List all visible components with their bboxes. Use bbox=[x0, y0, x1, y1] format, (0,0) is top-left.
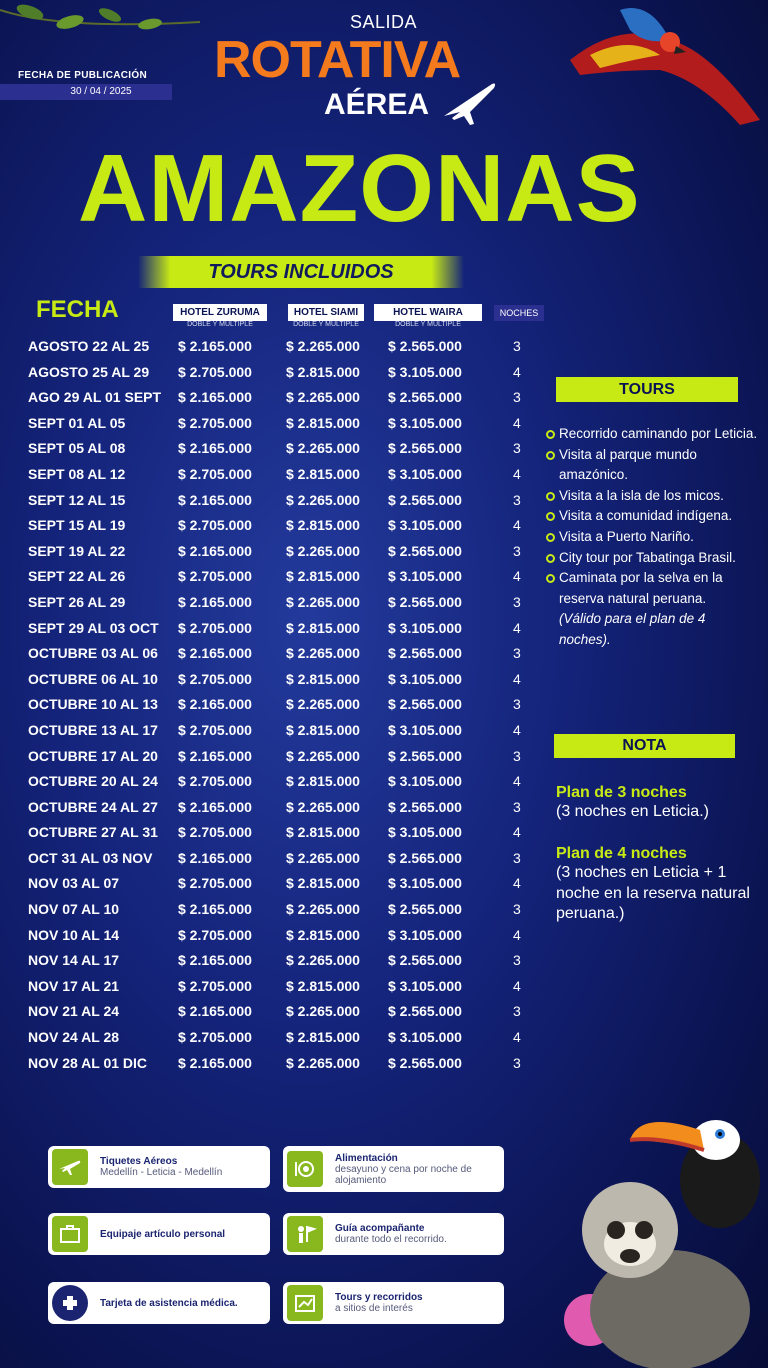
row-date: SEPT 22 AL 26 bbox=[28, 568, 126, 585]
price-zuruma: $ 2.165.000 bbox=[178, 645, 252, 662]
luggage-icon bbox=[52, 1216, 88, 1252]
price-siami: $ 2.815.000 bbox=[286, 926, 360, 943]
price-siami: $ 2.265.000 bbox=[286, 1003, 360, 1020]
price-siami: $ 2.265.000 bbox=[286, 389, 360, 406]
price-zuruma: $ 2.705.000 bbox=[178, 619, 252, 636]
tours-included-banner: TOURS INCLUIDOS bbox=[138, 256, 464, 288]
table-row bbox=[28, 590, 528, 616]
date-column-header: FECHA bbox=[36, 296, 119, 323]
nights-count: 3 bbox=[513, 952, 521, 969]
price-siami: $ 2.265.000 bbox=[286, 593, 360, 610]
price-zuruma: $ 2.705.000 bbox=[178, 363, 252, 380]
price-zuruma: $ 2.165.000 bbox=[178, 849, 252, 866]
row-date: AGO 29 AL 01 SEPT bbox=[28, 389, 162, 406]
price-siami: $ 2.265.000 bbox=[286, 1054, 360, 1071]
price-siami: $ 2.815.000 bbox=[286, 619, 360, 636]
price-waira: $ 3.105.000 bbox=[388, 414, 462, 431]
price-zuruma: $ 2.705.000 bbox=[178, 568, 252, 585]
tour-item: Visita a comunidad indígena. bbox=[546, 506, 760, 527]
bullet-icon bbox=[546, 512, 555, 521]
nights-count: 4 bbox=[513, 517, 521, 534]
flights-route: Medellín - Leticia - Medellín bbox=[100, 1167, 223, 1178]
table-row bbox=[28, 974, 528, 1000]
price-zuruma: $ 2.705.000 bbox=[178, 465, 252, 482]
price-waira: $ 2.565.000 bbox=[388, 542, 462, 559]
hotel-zuruma-subheader: DOBLE Y MÚLTIPLE bbox=[187, 321, 253, 328]
nights-column-header: NOCHES bbox=[494, 305, 544, 321]
guide-description: durante todo el recorrido. bbox=[335, 1234, 447, 1245]
row-date: SEPT 08 AL 12 bbox=[28, 465, 126, 482]
row-date: OCTUBRE 10 AL 13 bbox=[28, 696, 158, 713]
hotel-waira-subheader: DOBLE Y MÚLTIPLE bbox=[395, 321, 461, 328]
table-row bbox=[28, 846, 528, 872]
table-row bbox=[28, 744, 528, 770]
nights-count: 4 bbox=[513, 363, 521, 380]
row-date: SEPT 01 AL 05 bbox=[28, 414, 126, 431]
price-zuruma: $ 2.165.000 bbox=[178, 798, 252, 815]
price-waira: $ 3.105.000 bbox=[388, 363, 462, 380]
price-siami: $ 2.815.000 bbox=[286, 568, 360, 585]
medical-card bbox=[48, 1282, 270, 1324]
price-zuruma: $ 2.165.000 bbox=[178, 491, 252, 508]
table-row bbox=[28, 436, 528, 462]
hotel-siami-header: HOTEL SIAMI bbox=[288, 304, 364, 321]
table-row bbox=[28, 1051, 528, 1077]
table-row bbox=[28, 948, 528, 974]
row-date: NOV 07 AL 10 bbox=[28, 901, 120, 918]
table-row bbox=[28, 462, 528, 488]
row-date: NOV 10 AL 14 bbox=[28, 926, 120, 943]
nights-count: 3 bbox=[513, 491, 521, 508]
guide-card bbox=[283, 1213, 504, 1255]
price-waira: $ 3.105.000 bbox=[388, 721, 462, 738]
price-waira: $ 3.105.000 bbox=[388, 926, 462, 943]
food-card bbox=[283, 1146, 504, 1192]
price-waira: $ 3.105.000 bbox=[388, 824, 462, 841]
price-siami: $ 2.815.000 bbox=[286, 824, 360, 841]
price-zuruma: $ 2.705.000 bbox=[178, 773, 252, 790]
price-siami: $ 2.815.000 bbox=[286, 875, 360, 892]
bullet-icon bbox=[546, 451, 555, 460]
tours-box-title: TOURS bbox=[556, 377, 738, 402]
tours-card bbox=[283, 1282, 504, 1324]
plan-3-title: Plan de 3 noches bbox=[556, 784, 687, 801]
price-siami: $ 2.815.000 bbox=[286, 773, 360, 790]
price-zuruma: $ 2.705.000 bbox=[178, 517, 252, 534]
price-waira: $ 2.565.000 bbox=[388, 901, 462, 918]
nights-count: 4 bbox=[513, 465, 521, 482]
nights-count: 3 bbox=[513, 593, 521, 610]
table-row bbox=[28, 411, 528, 437]
row-date: SEPT 29 AL 03 OCT bbox=[28, 619, 159, 636]
nights-count: 3 bbox=[513, 389, 521, 406]
price-waira: $ 3.105.000 bbox=[388, 773, 462, 790]
row-date: NOV 17 AL 21 bbox=[28, 977, 120, 994]
food-description: desayuno y cena por noche de alojamiento bbox=[335, 1163, 472, 1186]
table-row bbox=[28, 897, 528, 923]
price-waira: $ 3.105.000 bbox=[388, 875, 462, 892]
plan-4-description: (3 noches en Leticia + 1 noche en la reserva natural peruana.) bbox=[556, 864, 750, 922]
table-row bbox=[28, 871, 528, 897]
table-row bbox=[28, 769, 528, 795]
luggage-card bbox=[48, 1213, 270, 1255]
table-row bbox=[28, 667, 528, 693]
price-zuruma: $ 2.165.000 bbox=[178, 542, 252, 559]
price-siami: $ 2.265.000 bbox=[286, 901, 360, 918]
price-zuruma: $ 2.165.000 bbox=[178, 440, 252, 457]
flights-card bbox=[48, 1146, 270, 1188]
price-zuruma: $ 2.165.000 bbox=[178, 696, 252, 713]
tour-note: (Válido para el plan de 4 noches). bbox=[559, 611, 706, 647]
row-date: OCTUBRE 13 AL 17 bbox=[28, 721, 158, 738]
medical-title: Tarjeta de asistencia médica. bbox=[100, 1297, 238, 1309]
price-siami: $ 2.265.000 bbox=[286, 440, 360, 457]
price-waira: $ 2.565.000 bbox=[388, 849, 462, 866]
price-siami: $ 2.265.000 bbox=[286, 747, 360, 764]
price-waira: $ 2.565.000 bbox=[388, 440, 462, 457]
row-date: SEPT 05 AL 08 bbox=[28, 440, 126, 457]
price-zuruma: $ 2.165.000 bbox=[178, 1003, 252, 1020]
map-route-icon bbox=[287, 1285, 323, 1321]
nights-count: 4 bbox=[513, 875, 521, 892]
price-waira: $ 2.565.000 bbox=[388, 645, 462, 662]
price-siami: $ 2.265.000 bbox=[286, 338, 360, 354]
table-row bbox=[28, 488, 528, 514]
macaw-illustration bbox=[560, 0, 768, 130]
nights-count: 3 bbox=[513, 1003, 521, 1020]
price-waira: $ 2.565.000 bbox=[388, 491, 462, 508]
price-siami: $ 2.815.000 bbox=[286, 977, 360, 994]
price-zuruma: $ 2.165.000 bbox=[178, 338, 252, 354]
price-waira: $ 2.565.000 bbox=[388, 338, 462, 354]
nights-count: 3 bbox=[513, 1054, 521, 1071]
price-zuruma: $ 2.165.000 bbox=[178, 389, 252, 406]
table-row bbox=[28, 923, 528, 949]
table-row bbox=[28, 641, 528, 667]
nights-count: 4 bbox=[513, 619, 521, 636]
food-title: Alimentación bbox=[335, 1152, 398, 1164]
airplane-icon bbox=[440, 76, 498, 126]
plan-4-title: Plan de 4 noches bbox=[556, 845, 687, 862]
price-waira: $ 3.105.000 bbox=[388, 619, 462, 636]
table-row bbox=[28, 1025, 528, 1051]
row-date: NOV 21 AL 24 bbox=[28, 1003, 120, 1020]
price-siami: $ 2.265.000 bbox=[286, 849, 360, 866]
publication-date: 30 / 04 / 2025 bbox=[0, 84, 172, 100]
row-date: NOV 24 AL 28 bbox=[28, 1029, 120, 1046]
table-row bbox=[28, 564, 528, 590]
luggage-title: Equipaje artículo personal bbox=[100, 1228, 226, 1240]
price-siami: $ 2.265.000 bbox=[286, 798, 360, 815]
guide-title: Guía acompañante bbox=[335, 1223, 425, 1234]
row-date: OCTUBRE 17 AL 20 bbox=[28, 747, 158, 764]
price-zuruma: $ 2.705.000 bbox=[178, 875, 252, 892]
tour-item: Recorrido caminando por Leticia. bbox=[546, 424, 760, 445]
table-row bbox=[28, 718, 528, 744]
rotativa-title: ROTATIVA bbox=[214, 31, 461, 89]
nights-count: 4 bbox=[513, 824, 521, 841]
price-waira: $ 2.565.000 bbox=[388, 952, 462, 969]
nights-count: 3 bbox=[513, 338, 521, 354]
price-waira: $ 3.105.000 bbox=[388, 1029, 462, 1046]
price-siami: $ 2.265.000 bbox=[286, 645, 360, 662]
row-date: NOV 28 AL 01 DIC bbox=[28, 1054, 148, 1071]
price-zuruma: $ 2.165.000 bbox=[178, 593, 252, 610]
table-row bbox=[28, 692, 528, 718]
tour-item: City tour por Tabatinga Brasil. bbox=[546, 548, 760, 569]
price-zuruma: $ 2.165.000 bbox=[178, 952, 252, 969]
medical-cross-icon bbox=[52, 1285, 88, 1321]
hotel-zuruma-header: HOTEL ZURUMA bbox=[173, 304, 267, 321]
plan-4-nights bbox=[556, 845, 756, 925]
price-waira: $ 3.105.000 bbox=[388, 465, 462, 482]
bullet-icon bbox=[546, 492, 555, 501]
row-date: OCTUBRE 24 AL 27 bbox=[28, 798, 158, 815]
table-row bbox=[28, 513, 528, 539]
nights-count: 4 bbox=[513, 926, 521, 943]
price-siami: $ 2.265.000 bbox=[286, 491, 360, 508]
price-zuruma: $ 2.705.000 bbox=[178, 926, 252, 943]
price-zuruma: $ 2.705.000 bbox=[178, 721, 252, 738]
price-waira: $ 2.565.000 bbox=[388, 593, 462, 610]
note-box-title: NOTA bbox=[554, 734, 735, 758]
table-row bbox=[28, 795, 528, 821]
hotel-waira-header: HOTEL WAIRA bbox=[374, 304, 482, 321]
tour-item: Visita a la isla de los micos. bbox=[546, 486, 760, 507]
row-date: OCT 31 AL 03 NOV bbox=[28, 849, 153, 866]
table-row bbox=[28, 334, 528, 360]
price-waira: $ 3.105.000 bbox=[388, 568, 462, 585]
nights-count: 3 bbox=[513, 747, 521, 764]
price-waira: $ 2.565.000 bbox=[388, 798, 462, 815]
table-row bbox=[28, 360, 528, 386]
table-row bbox=[28, 385, 528, 411]
table-row bbox=[28, 539, 528, 565]
price-waira: $ 3.105.000 bbox=[388, 517, 462, 534]
nights-count: 4 bbox=[513, 568, 521, 585]
price-zuruma: $ 2.705.000 bbox=[178, 824, 252, 841]
price-zuruma: $ 2.165.000 bbox=[178, 747, 252, 764]
price-waira: $ 3.105.000 bbox=[388, 977, 462, 994]
row-date: NOV 03 AL 07 bbox=[28, 875, 120, 892]
tours-card-title: Tours y recorridos bbox=[335, 1292, 423, 1303]
price-waira: $ 3.105.000 bbox=[388, 670, 462, 687]
nights-count: 3 bbox=[513, 849, 521, 866]
plate-cutlery-icon bbox=[287, 1151, 323, 1187]
price-waira: $ 2.565.000 bbox=[388, 696, 462, 713]
aerea-title: AÉREA bbox=[324, 88, 430, 121]
price-siami: $ 2.815.000 bbox=[286, 1029, 360, 1046]
row-date: AGOSTO 22 AL 25 bbox=[28, 338, 150, 354]
bullet-icon bbox=[546, 554, 555, 563]
bullet-icon bbox=[546, 533, 555, 542]
price-table bbox=[28, 334, 528, 1076]
row-date: SEPT 19 AL 22 bbox=[28, 542, 126, 559]
price-siami: $ 2.265.000 bbox=[286, 952, 360, 969]
tour-item: Visita a Puerto Nariño. bbox=[546, 527, 760, 548]
bullet-icon bbox=[546, 430, 555, 439]
price-zuruma: $ 2.165.000 bbox=[178, 1054, 252, 1071]
nights-count: 4 bbox=[513, 414, 521, 431]
tours-list bbox=[546, 424, 760, 651]
price-siami: $ 2.265.000 bbox=[286, 696, 360, 713]
plan-3-nights bbox=[556, 784, 756, 823]
nights-count: 3 bbox=[513, 901, 521, 918]
tours-card-description: a sitios de interés bbox=[335, 1303, 413, 1314]
row-date: OCTUBRE 27 AL 31 bbox=[28, 824, 158, 841]
price-zuruma: $ 2.705.000 bbox=[178, 977, 252, 994]
nights-count: 3 bbox=[513, 798, 521, 815]
nights-count: 4 bbox=[513, 977, 521, 994]
price-zuruma: $ 2.705.000 bbox=[178, 414, 252, 431]
publication-label: FECHA DE PUBLICACIÓN bbox=[18, 70, 147, 81]
price-siami: $ 2.815.000 bbox=[286, 414, 360, 431]
nights-count: 3 bbox=[513, 542, 521, 559]
nights-count: 3 bbox=[513, 440, 521, 457]
nights-count: 3 bbox=[513, 696, 521, 713]
price-siami: $ 2.815.000 bbox=[286, 363, 360, 380]
table-row bbox=[28, 820, 528, 846]
plan-3-description: (3 noches en Leticia.) bbox=[556, 803, 709, 820]
price-siami: $ 2.265.000 bbox=[286, 542, 360, 559]
row-date: SEPT 12 AL 15 bbox=[28, 491, 126, 508]
nights-count: 4 bbox=[513, 1029, 521, 1046]
nights-count: 4 bbox=[513, 670, 521, 687]
bullet-icon bbox=[546, 574, 555, 583]
table-row bbox=[28, 616, 528, 642]
price-waira: $ 2.565.000 bbox=[388, 1054, 462, 1071]
price-siami: $ 2.815.000 bbox=[286, 517, 360, 534]
price-zuruma: $ 2.165.000 bbox=[178, 901, 252, 918]
row-date: OCTUBRE 06 AL 10 bbox=[28, 670, 158, 687]
salida-label: SALIDA bbox=[350, 12, 418, 32]
guide-flag-icon bbox=[287, 1216, 323, 1252]
price-siami: $ 2.815.000 bbox=[286, 670, 360, 687]
price-zuruma: $ 2.705.000 bbox=[178, 670, 252, 687]
tour-item: Visita al parque mundo amazónico. bbox=[546, 445, 760, 486]
tour-item: Caminata por la selva en la reserva natural peruana. bbox=[546, 568, 760, 609]
hotel-siami-subheader: DOBLE Y MÚLTIPLE bbox=[293, 321, 359, 328]
flights-title: Tiquetes Aéreos bbox=[100, 1156, 178, 1167]
leaves-decoration bbox=[0, 0, 210, 40]
table-row bbox=[28, 999, 528, 1025]
row-date: OCTUBRE 20 AL 24 bbox=[28, 773, 158, 790]
destination-title: AMAZONAS bbox=[78, 135, 641, 242]
price-zuruma: $ 2.705.000 bbox=[178, 1029, 252, 1046]
row-date: SEPT 26 AL 29 bbox=[28, 593, 126, 610]
airplane-icon bbox=[52, 1149, 88, 1185]
row-date: AGOSTO 25 AL 29 bbox=[28, 363, 150, 380]
price-waira: $ 2.565.000 bbox=[388, 747, 462, 764]
row-date: SEPT 15 AL 19 bbox=[28, 517, 126, 534]
price-waira: $ 2.565.000 bbox=[388, 1003, 462, 1020]
nights-count: 4 bbox=[513, 773, 521, 790]
row-date: NOV 14 AL 17 bbox=[28, 952, 120, 969]
row-date: OCTUBRE 03 AL 06 bbox=[28, 645, 158, 662]
price-waira: $ 2.565.000 bbox=[388, 389, 462, 406]
price-siami: $ 2.815.000 bbox=[286, 465, 360, 482]
price-siami: $ 2.815.000 bbox=[286, 721, 360, 738]
nights-count: 3 bbox=[513, 645, 521, 662]
nights-count: 4 bbox=[513, 721, 521, 738]
monkey-illustration bbox=[560, 1160, 768, 1368]
